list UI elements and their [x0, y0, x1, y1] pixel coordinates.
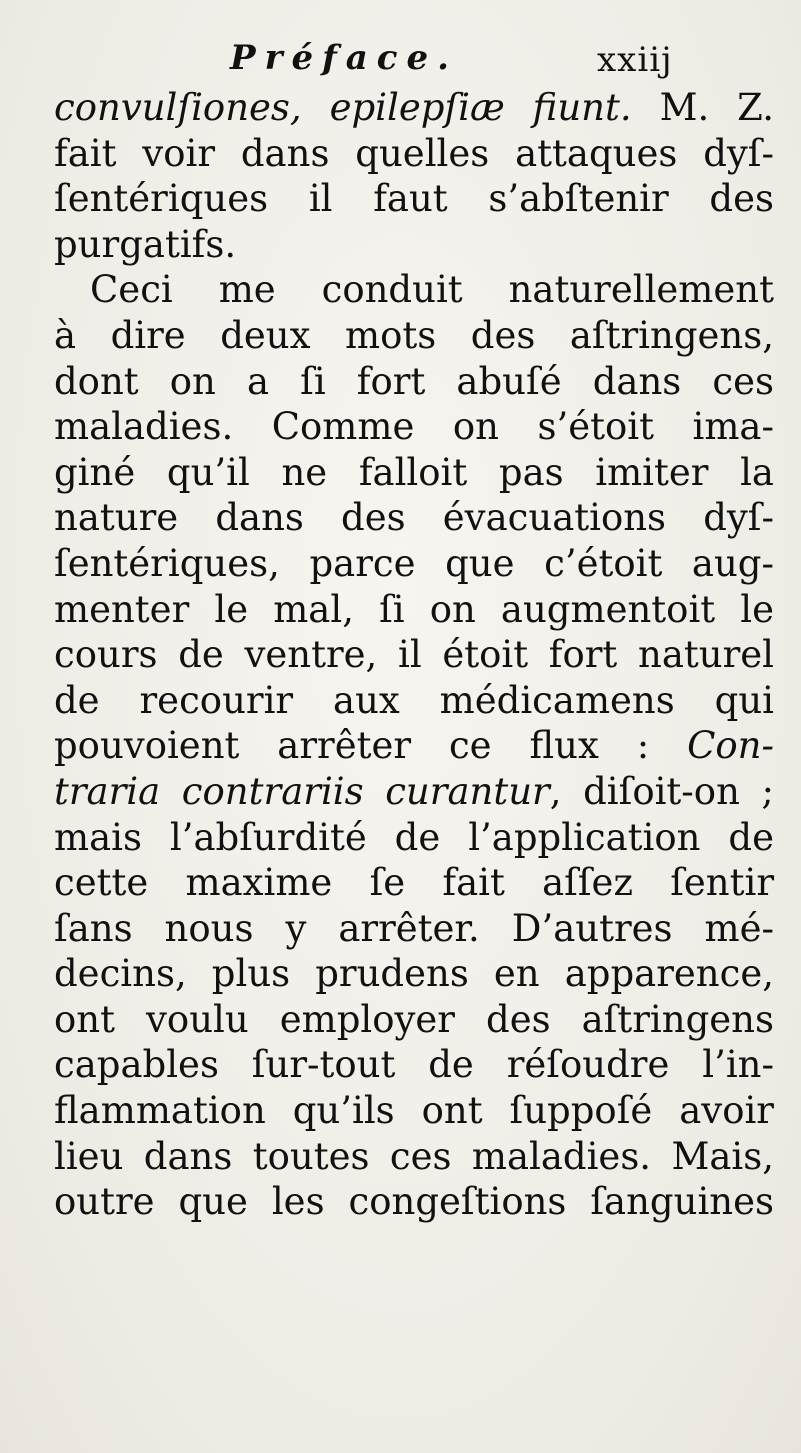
body-text: [54, 85, 774, 1225]
header-title: Préface.: [230, 38, 458, 78]
text-line: [54, 450, 774, 496]
line-text: Ceci me conduit naturellement: [90, 268, 774, 312]
line-text: maladies. Comme on s’étoit ima-: [54, 405, 774, 449]
text-line: [54, 632, 774, 678]
line-text: dont on a ſi fort abuſé dans ces: [54, 359, 774, 403]
line-text: mais l’abſurdité de l’application de: [54, 815, 774, 859]
line-text: ſentériques il faut s’abſtenir des: [54, 177, 774, 221]
italic-text: convulſiones, epilepſiæ fiunt.: [54, 86, 632, 129]
text-line: [54, 723, 774, 769]
text-line: [54, 1134, 774, 1180]
text-line: [54, 222, 774, 268]
line-text: flammation qu’ils ont ſuppoſé avoir: [54, 1089, 774, 1133]
line-text: pouvoient arrêter ce flux :: [54, 724, 688, 768]
line-text: ont voulu employer des aſtringens: [54, 997, 774, 1041]
text-line: [54, 267, 774, 313]
text-line: [54, 1088, 774, 1134]
text-line: [54, 951, 774, 997]
text-line: [54, 85, 774, 131]
line-text: , diſoit-on ;: [549, 769, 774, 813]
line-text: giné qu’il ne falloit pas imiter la: [54, 450, 774, 494]
line-text: ſans nous y arrêter. D’autres mé-: [54, 906, 774, 950]
line-text: outre que les congeſtions ſanguines: [54, 1180, 774, 1224]
text-line: [54, 313, 774, 359]
line-text: lieu dans toutes ces maladies. Mais,: [54, 1134, 774, 1178]
line-text: decins, plus prudens en apparence,: [54, 952, 774, 996]
running-header: [230, 38, 790, 88]
line-text: capables ſur-tout de réſoudre l’in-: [54, 1043, 774, 1087]
line-text: ſentériques, parce que c’étoit aug-: [54, 541, 774, 585]
line-text: M. Z.: [631, 86, 774, 129]
line-text: cours de ventre, il étoit fort naturel: [54, 633, 774, 677]
text-line: [54, 131, 774, 177]
text-line: [54, 860, 774, 906]
line-text: fait voir dans quelles attaques dyſ-: [54, 131, 774, 175]
italic-text: traria contrariis curantur: [54, 769, 550, 813]
line-text: à dire deux mots des aſtringens,: [54, 313, 774, 357]
line-text: de recourir aux médicamens qui: [54, 678, 774, 722]
page-number: xxiij: [597, 40, 673, 80]
text-line: [54, 997, 774, 1043]
line-text: nature dans des évacuations dyſ-: [54, 496, 774, 540]
text-line: [54, 587, 774, 633]
text-line: [54, 815, 774, 861]
text-line: [54, 495, 774, 541]
text-line: [54, 404, 774, 450]
text-line: [54, 176, 774, 222]
text-line: [54, 906, 774, 952]
text-line: [54, 1042, 774, 1088]
line-text: purgatifs.: [54, 222, 237, 266]
text-line: [54, 769, 774, 815]
italic-text: Con-: [687, 724, 774, 768]
text-line: [54, 541, 774, 587]
line-text: menter le mal, ſi on augmentoit le: [54, 587, 774, 631]
text-line: [54, 1179, 774, 1225]
text-line: [54, 359, 774, 405]
line-text: cette maxime ſe fait aſſez ſentir: [54, 861, 774, 905]
text-line: [54, 678, 774, 724]
